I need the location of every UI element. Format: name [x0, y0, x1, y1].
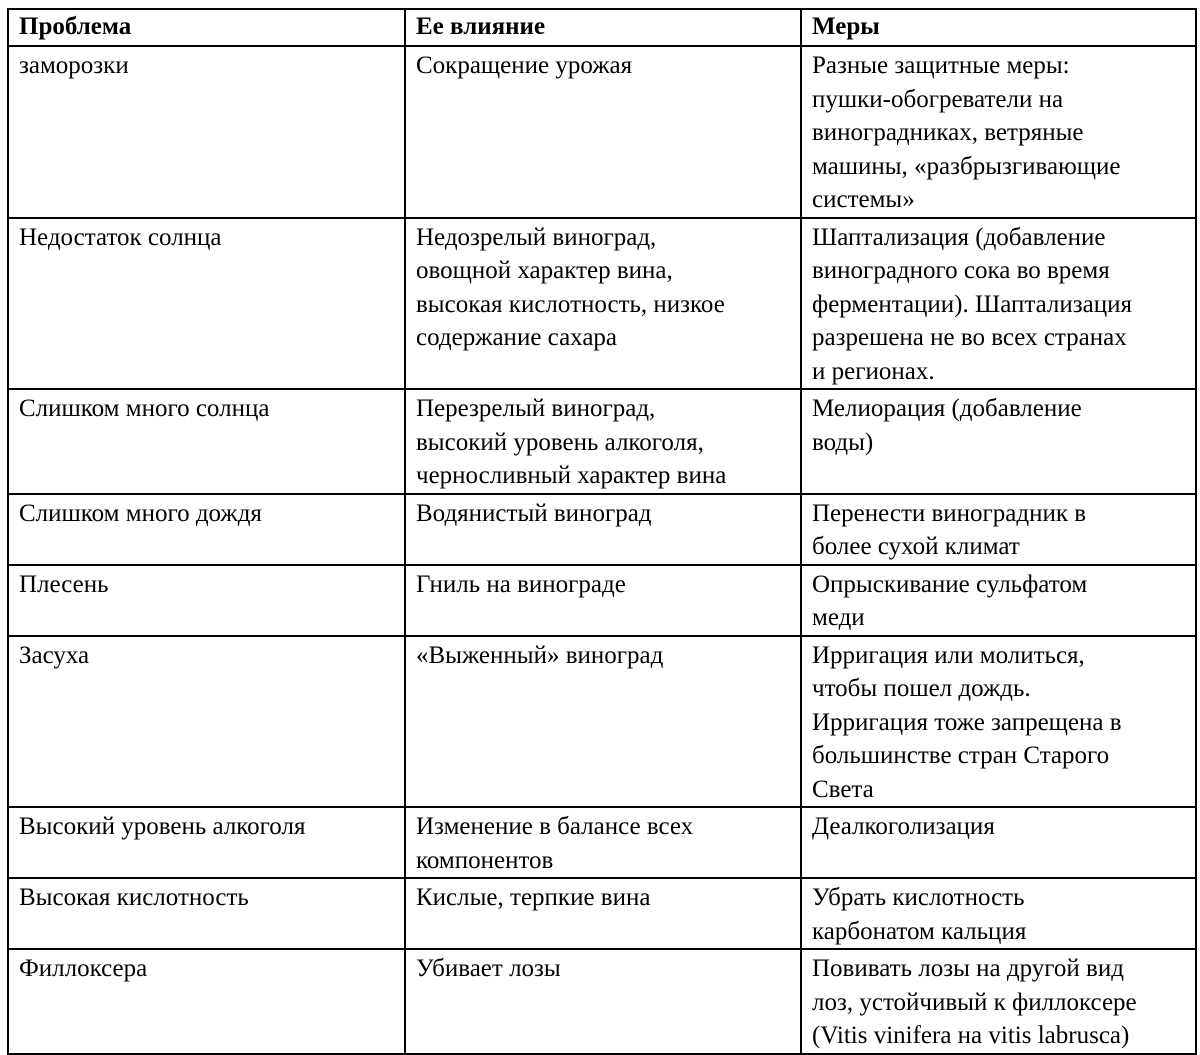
measures-text: Деалкоголизация: [812, 813, 995, 840]
problem-cell: [8, 389, 405, 494]
problem-text: Засуха: [19, 641, 90, 669]
impact-text: Перезрелый виноград, высокий уровень алкоголя, черносливный характер вина: [416, 395, 727, 489]
problem-text: Плесень: [19, 570, 109, 598]
problem-cell: [8, 494, 405, 565]
measures-cell: [801, 46, 1196, 218]
impact-cell: [405, 949, 801, 1054]
impact-text: Сокращение урожая: [416, 52, 633, 79]
header-measures: Меры: [801, 9, 1196, 46]
problem-text: Слишком много солнца: [19, 395, 270, 422]
measures-cell: [801, 218, 1196, 390]
impact-text: Изменение в балансе всех компонентов: [416, 813, 694, 874]
measures-text: Перенести виноградник в более сухой климат: [812, 499, 1087, 560]
impact-text: Недозрелый виноград, овощной характер вина, высокая кислотность, низкое содержание сахара: [416, 223, 725, 351]
table-row: [8, 218, 1196, 390]
table-row: [8, 807, 1196, 878]
impact-text: Водянистый виноград: [416, 499, 652, 527]
table-row: [8, 46, 1196, 218]
header-row: [8, 9, 1196, 46]
problem-text: Слишком много дождя: [19, 499, 262, 527]
problem-text: Филлоксера: [19, 955, 148, 982]
wine-problems-table: [7, 8, 1197, 1055]
problem-cell: [8, 46, 405, 218]
measures-text: Опрыскивание сульфатом меди: [812, 570, 1088, 631]
measures-cell: [801, 807, 1196, 878]
impact-text: «Выженный» виноград: [416, 641, 664, 669]
measures-cell: [801, 636, 1196, 808]
measures-cell: [801, 565, 1196, 636]
measures-text: Мелиорация (добавление воды): [812, 395, 1082, 456]
table-row: [8, 949, 1196, 1054]
measures-text: Ирригация или молиться, чтобы пошел дождь. Ирригация тоже запрещена в большинстве стран Старого Света: [812, 641, 1122, 803]
measures-text: Разные защитные меры: пушки-обогреватели на виноградниках, ветряные машины, «разбрызгивающие системы»: [812, 52, 1121, 213]
problem-text: Высокий уровень алкоголя: [19, 813, 306, 840]
impact-cell: [405, 494, 801, 565]
measures-text: Повивать лозы на другой вид лоз, устойчивый к филлоксере (Vitis vinifera на vitis labrusca): [812, 955, 1137, 1049]
impact-cell: [405, 389, 801, 494]
impact-cell: [405, 807, 801, 878]
measures-cell: [801, 389, 1196, 494]
impact-text: Убивает лозы: [416, 955, 561, 982]
measures-cell: [801, 494, 1196, 565]
problem-text: заморозки: [19, 52, 129, 79]
impact-cell: [405, 565, 801, 636]
impact-cell: [405, 218, 801, 390]
table-row: [8, 389, 1196, 494]
measures-cell: [801, 878, 1196, 949]
impact-text: Кислые, терпкие вина: [416, 884, 651, 911]
problem-cell: [8, 218, 405, 390]
measures-text: Шаптализация (добавление виноградного сока во время ферментации). Шаптализация разрешена не во всех странах и регионах.: [812, 223, 1132, 385]
table-row: [8, 565, 1196, 636]
problem-cell: [8, 807, 405, 878]
header-impact: Ее влияние: [405, 9, 801, 46]
impact-text: Гниль на винограде: [416, 570, 626, 598]
problem-text: Высокая кислотность: [19, 884, 249, 911]
problem-cell: [8, 636, 405, 808]
table-row: [8, 878, 1196, 949]
problem-cell: [8, 565, 405, 636]
header-problem: Проблема: [8, 9, 405, 46]
measures-cell: [801, 949, 1196, 1054]
problem-cell: [8, 878, 405, 949]
impact-cell: [405, 878, 801, 949]
problem-cell: [8, 949, 405, 1054]
table-row: [8, 636, 1196, 808]
table-row: [8, 494, 1196, 565]
impact-cell: [405, 636, 801, 808]
impact-cell: [405, 46, 801, 218]
problem-text: Недостаток солнца: [19, 223, 222, 251]
measures-text: Убрать кислотность карбонатом кальция: [812, 884, 1027, 945]
